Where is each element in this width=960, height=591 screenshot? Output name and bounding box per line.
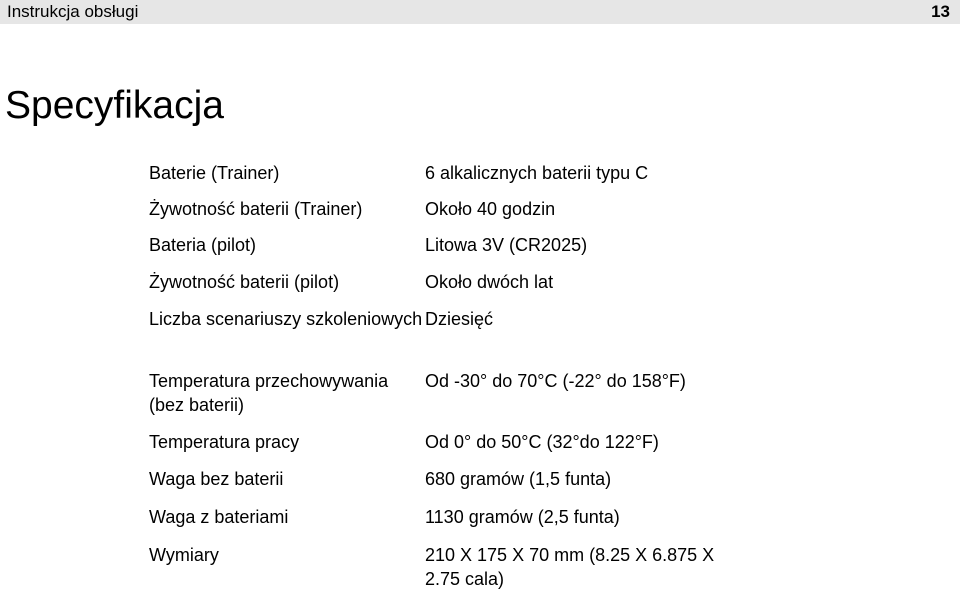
spec-label: Baterie (Trainer) bbox=[149, 163, 280, 183]
spec-label: Żywotność baterii (Trainer) bbox=[149, 199, 363, 219]
spec-value: Około 40 godzin bbox=[425, 199, 556, 219]
spec-label: Wymiary bbox=[149, 545, 219, 565]
spec-label: Waga z bateriami bbox=[149, 507, 289, 527]
page-header bbox=[0, 0, 960, 24]
page-title: Specyfikacja bbox=[5, 84, 224, 127]
spec-label: Liczba scenariuszy szkoleniowych bbox=[149, 309, 423, 329]
spec-value: Od -30° do 70°C (-22° do 158°F) bbox=[425, 371, 686, 391]
page-number: 13 bbox=[931, 2, 950, 21]
document-title: Instrukcja obsługi bbox=[7, 2, 139, 21]
spec-value: 1130 gramów (2,5 funta) bbox=[425, 507, 620, 527]
spec-label: Żywotność baterii (pilot) bbox=[149, 272, 340, 292]
spec-value: Około dwóch lat bbox=[425, 272, 554, 292]
spec-value: 680 gramów (1,5 funta) bbox=[425, 469, 612, 489]
spec-value: 210 X 175 X 70 mm (8.25 X 6.875 X 2.75 cala) bbox=[425, 545, 715, 589]
spec-label: Bateria (pilot) bbox=[149, 235, 257, 255]
spec-label: Temperatura przechowywania (bez baterii) bbox=[149, 371, 389, 415]
spec-value: 6 alkalicznych baterii typu C bbox=[425, 163, 649, 183]
spec-label: Temperatura pracy bbox=[149, 432, 300, 452]
spec-value: Dziesięć bbox=[425, 309, 494, 329]
spec-label: Waga bez baterii bbox=[149, 469, 284, 489]
spec-value: Litowa 3V (CR2025) bbox=[425, 235, 588, 255]
spec-value: Od 0° do 50°C (32°do 122°F) bbox=[425, 432, 659, 452]
